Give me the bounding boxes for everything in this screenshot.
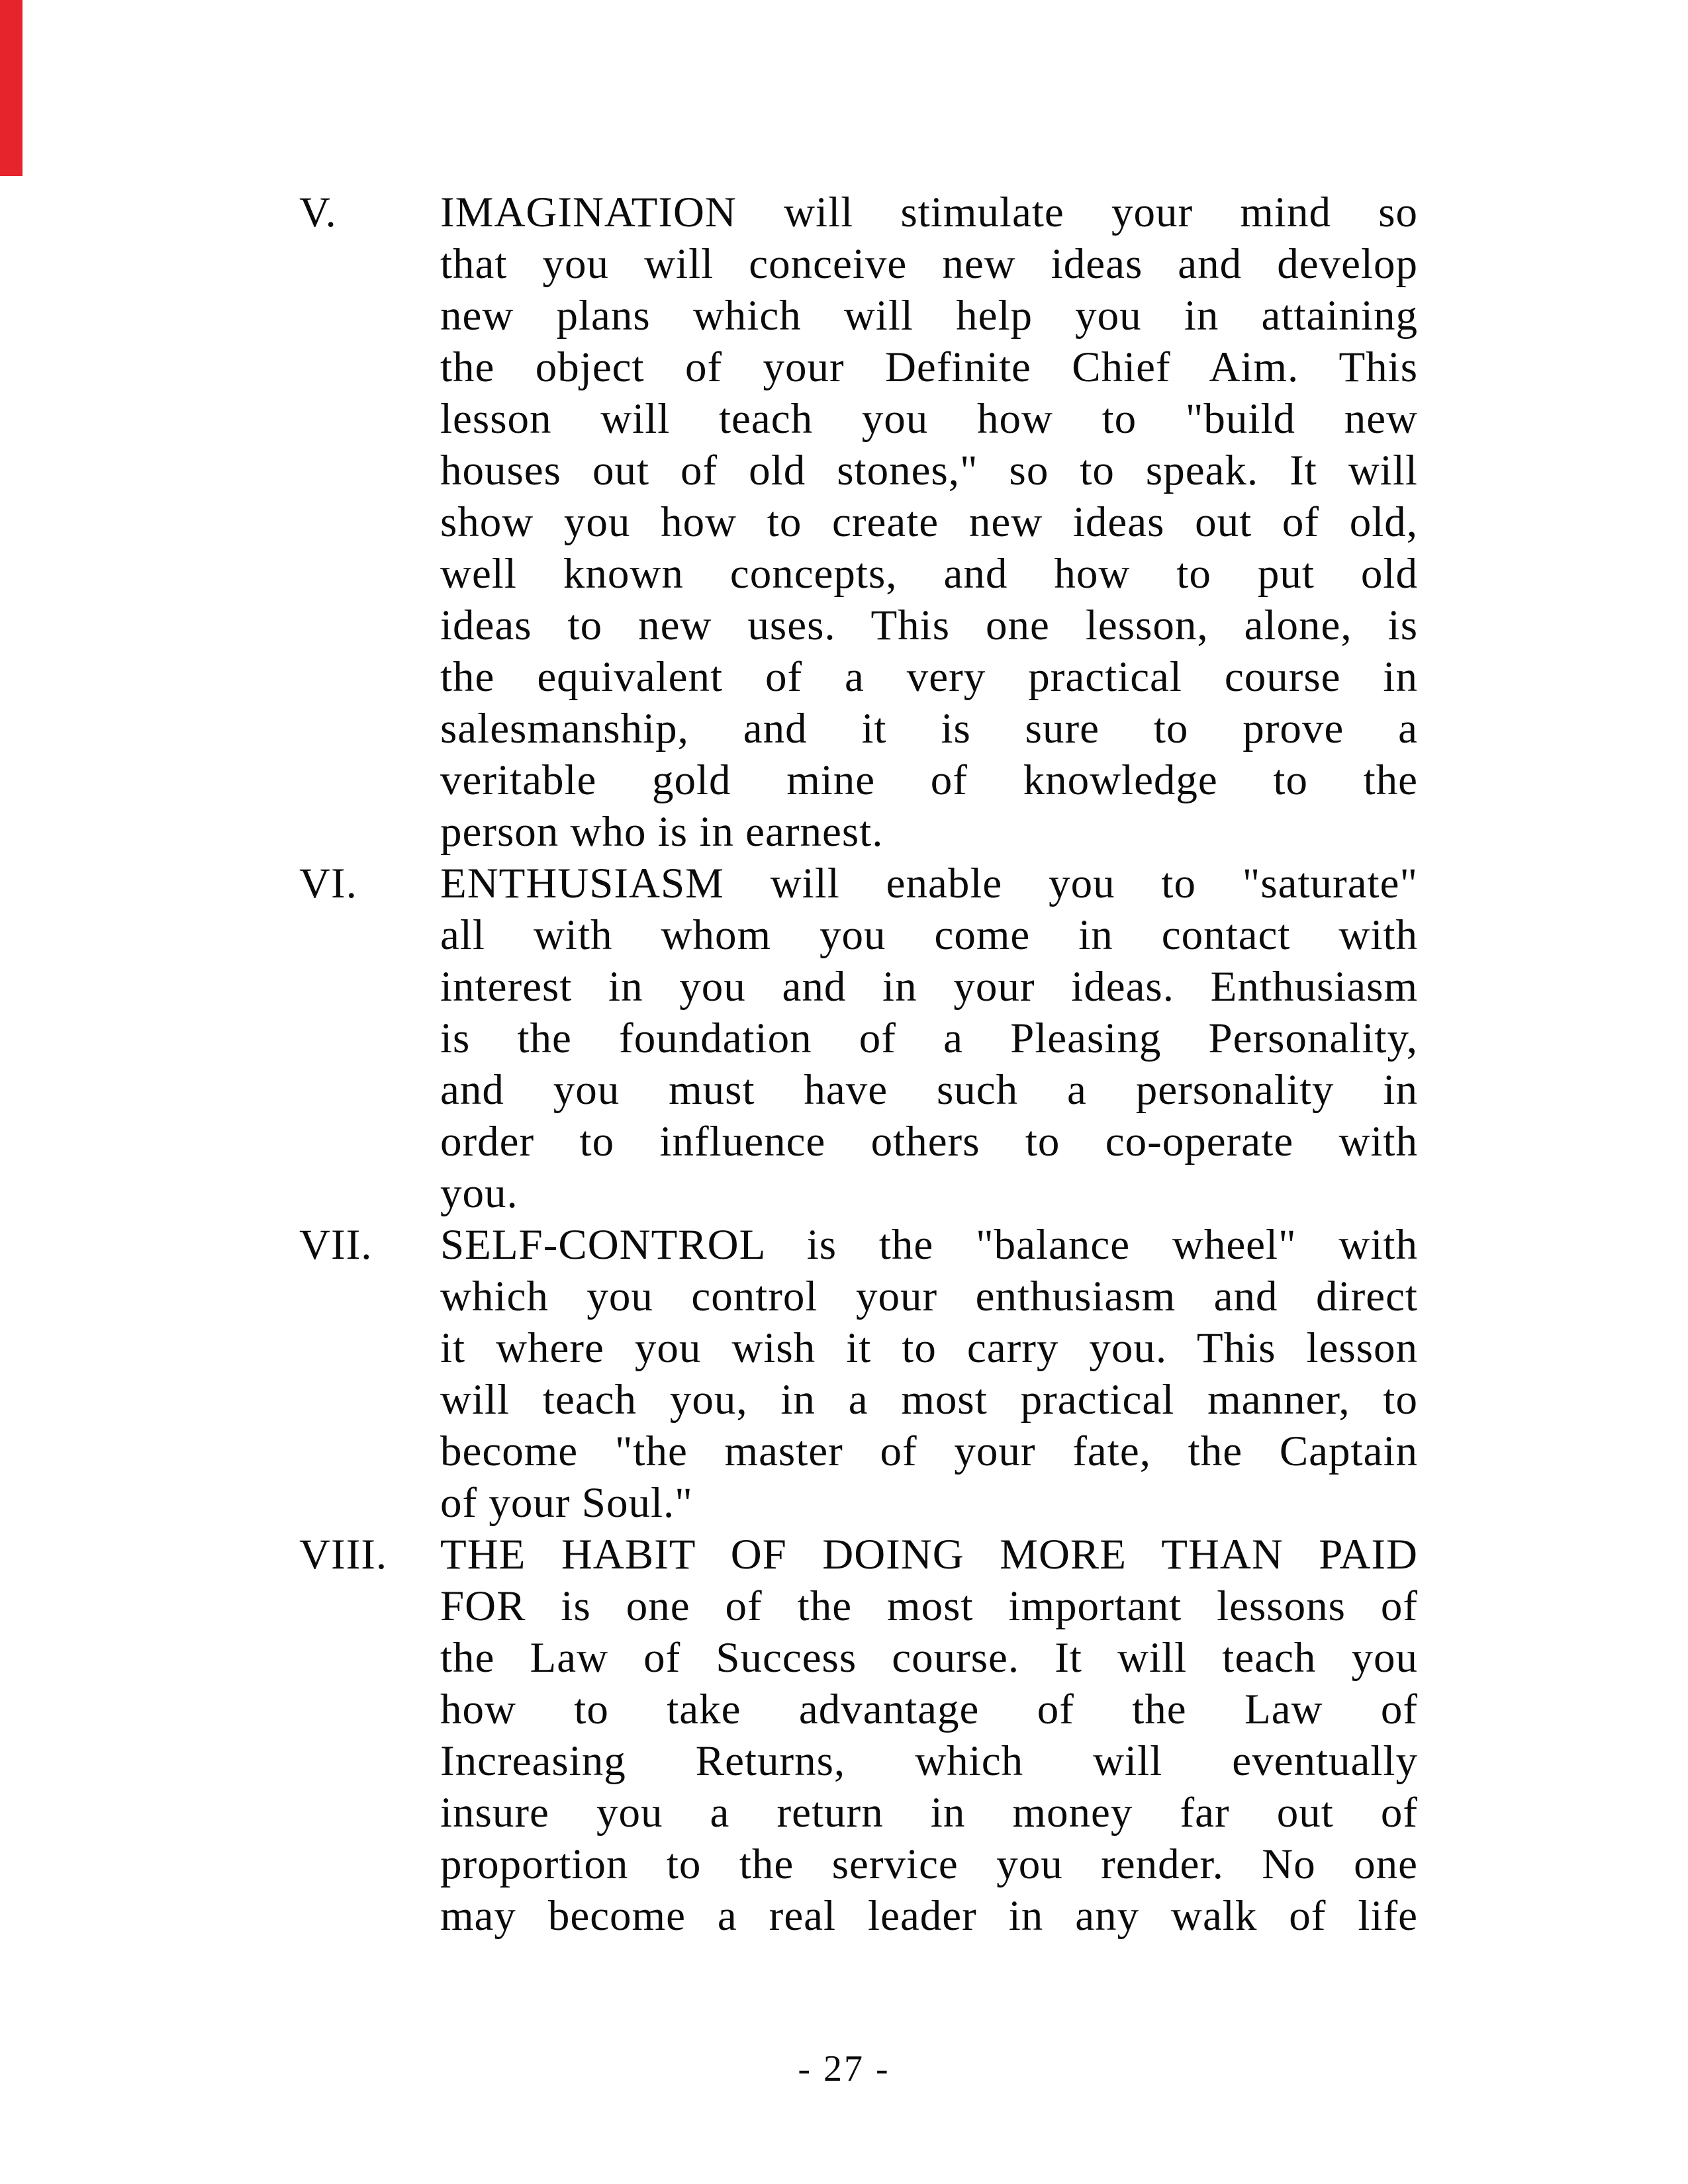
text-line: salesmanship, and it is sure to prove a bbox=[440, 705, 1418, 752]
lesson-item bbox=[299, 1529, 1418, 1942]
lesson-text bbox=[440, 858, 1418, 1219]
text-line: lesson will teach you how to "build new bbox=[440, 395, 1418, 443]
text-line: insure you a return in money far out of bbox=[440, 1789, 1418, 1837]
text-line: become "the master of your fate, the Captain bbox=[440, 1428, 1418, 1475]
roman-numeral: VIII. bbox=[299, 1531, 388, 1578]
scan-artifact-red-bar bbox=[0, 0, 23, 176]
lesson-item bbox=[299, 1219, 1418, 1529]
text-line: and you must have such a personality in bbox=[440, 1066, 1418, 1114]
lesson-text bbox=[440, 1219, 1418, 1529]
text-line: proportion to the service you render. No one bbox=[440, 1841, 1418, 1888]
roman-numeral: VII. bbox=[299, 1221, 373, 1269]
lesson-text bbox=[440, 1529, 1418, 1942]
text-line: will teach you, in a most practical manner, to bbox=[440, 1376, 1418, 1424]
text-line: new plans which will help you in attaining bbox=[440, 292, 1418, 340]
text-line: houses out of old stones," so to speak. It will bbox=[440, 447, 1418, 494]
text-line: how to take advantage of the Law of bbox=[440, 1686, 1418, 1733]
text-line: is the foundation of a Pleasing Personality, bbox=[440, 1015, 1418, 1062]
text-line: order to influence others to co-operate with bbox=[440, 1118, 1418, 1165]
text-line: veritable gold mine of knowledge to the bbox=[440, 756, 1418, 804]
text-line: the equivalent of a very practical course in bbox=[440, 653, 1418, 701]
text-line: THE HABIT OF DOING MORE THAN PAID bbox=[440, 1531, 1418, 1578]
page-number: - 27 - bbox=[798, 2048, 890, 2089]
text-line: show you how to create new ideas out of old, bbox=[440, 498, 1418, 546]
text-line: that you will conceive new ideas and develop bbox=[440, 240, 1418, 288]
text-line: FOR is one of the most important lessons of bbox=[440, 1582, 1418, 1630]
text-line: you. bbox=[440, 1169, 518, 1217]
roman-numeral: V. bbox=[299, 189, 337, 236]
lesson-list bbox=[299, 187, 1418, 1942]
text-line: it where you wish it to carry you. This lesson bbox=[440, 1324, 1418, 1372]
text-line: which you control your enthusiasm and direct bbox=[440, 1273, 1418, 1320]
text-line: of your Soul." bbox=[440, 1479, 693, 1527]
text-line: the Law of Success course. It will teach you bbox=[440, 1634, 1418, 1682]
text-line: interest in you and in your ideas. Enthusiasm bbox=[440, 963, 1418, 1011]
text-line: well known concepts, and how to put old bbox=[440, 550, 1418, 598]
lesson-item bbox=[299, 858, 1418, 1219]
text-line: IMAGINATION will stimulate your mind so bbox=[440, 189, 1418, 236]
text-line: ENTHUSIASM will enable you to "saturate" bbox=[440, 860, 1418, 907]
lesson-item bbox=[299, 187, 1418, 858]
text-line: the object of your Definite Chief Aim. This bbox=[440, 343, 1418, 391]
text-line: may become a real leader in any walk of life bbox=[440, 1892, 1418, 1940]
text-line: person who is in earnest. bbox=[440, 808, 884, 856]
text-line: ideas to new uses. This one lesson, alone, is bbox=[440, 602, 1418, 649]
text-line: SELF-CONTROL is the "balance wheel" with bbox=[440, 1221, 1418, 1269]
text-line: all with whom you come in contact with bbox=[440, 911, 1418, 959]
roman-numeral: VI. bbox=[299, 860, 357, 907]
lesson-text bbox=[440, 187, 1418, 858]
text-line: Increasing Returns, which will eventually bbox=[440, 1737, 1418, 1785]
